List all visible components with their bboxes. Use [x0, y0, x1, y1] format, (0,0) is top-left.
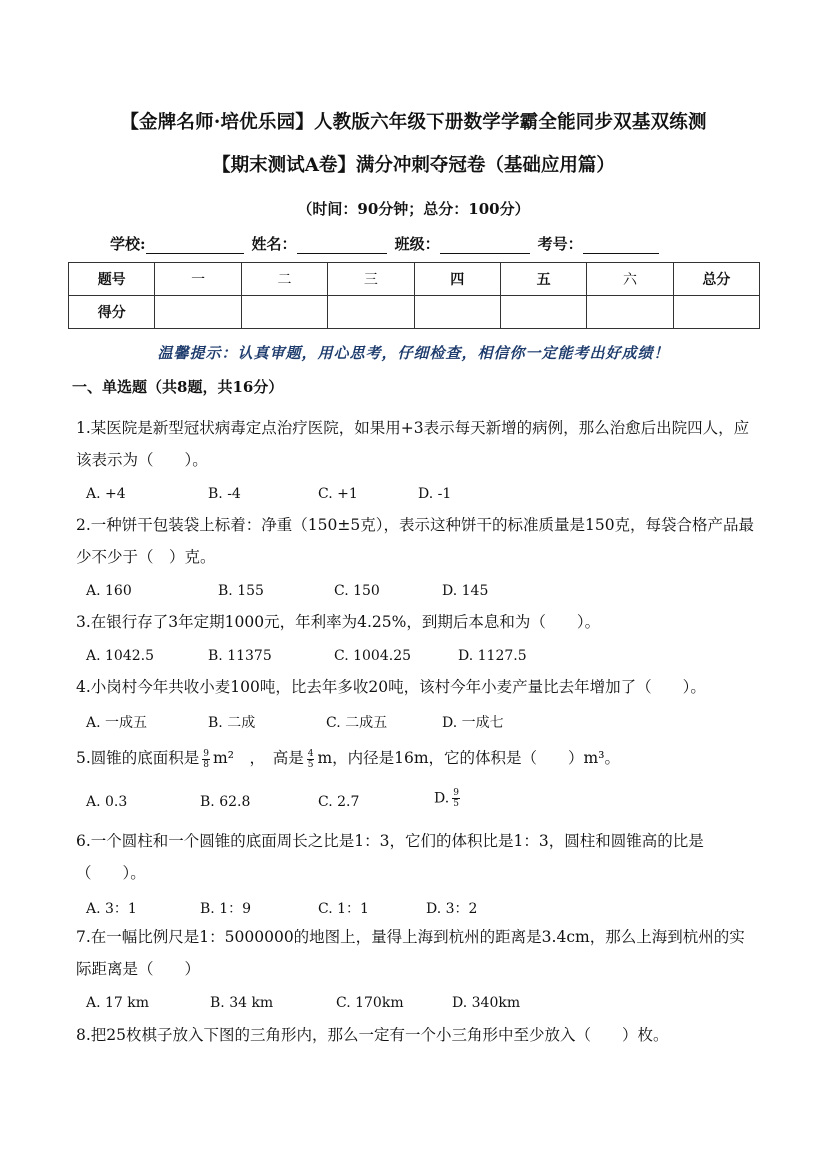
score-table-header-row — [69, 263, 760, 296]
score-cell[interactable] — [500, 296, 586, 329]
table-cell: 六 — [587, 263, 673, 296]
fraction-numerator: 9 — [453, 788, 459, 798]
question-5 — [76, 742, 756, 774]
question-2: 2.一种饼干包装袋上标着：净重（150±5克），表示这种饼干的标准质量是150克，每袋合格产品最少不少于（ ）克。 — [76, 516, 755, 566]
option-d[interactable]: D. 340km — [452, 995, 521, 1011]
score-cell[interactable] — [587, 296, 673, 329]
q5-unit: m² ， 高是 — [213, 749, 304, 767]
fraction-numerator: 9 — [203, 748, 210, 759]
exam-no-blank[interactable] — [583, 237, 659, 254]
option-a[interactable]: A. 17 km — [86, 995, 150, 1011]
q5-prefix: 5.圆锥的底面积是 — [76, 749, 200, 767]
question-8: 8.把25枚棋子放入下图的三角形内，那么一定有一个小三角形中至少放入（ ）枚。 — [76, 1026, 669, 1044]
option-d[interactable]: D. 1127.5 — [458, 648, 527, 664]
time-and-score: （时间：90分钟；总分：100分） — [297, 200, 530, 218]
fraction-numerator: 4 — [307, 748, 314, 759]
school-blank[interactable] — [146, 237, 244, 254]
option-d[interactable]: D. -1 — [418, 486, 452, 502]
option-b[interactable]: B. 二成 — [208, 715, 256, 731]
paper-title: 【金牌名师·培优乐园】人教版六年级下册数学学霸全能同步双基双练测 — [120, 112, 707, 133]
option-b[interactable]: B. 62.8 — [200, 794, 251, 810]
score-table-score-row — [69, 296, 760, 329]
option-d[interactable]: D. 145 — [442, 583, 489, 599]
score-cell[interactable] — [241, 296, 327, 329]
question-7: 7.在一幅比例尺是1：5000000的地图上，量得上海到杭州的距离是3.4cm，那么上海到杭州的实际距离是（ ） — [76, 928, 745, 978]
table-cell: 一 — [155, 263, 241, 296]
score-cell[interactable] — [673, 296, 759, 329]
option-b[interactable]: B. 34 km — [210, 995, 274, 1011]
question-1: 1.某医院是新型冠状病毒定点治疗医院，如果用+3表示每天新增的病例，那么治愈后出院四人，应该表示为（ ）。 — [76, 419, 750, 469]
fraction-denominator: 5 — [453, 799, 459, 809]
option-b[interactable]: B. 1：9 — [200, 901, 252, 917]
question-3: 3.在银行存了3年定期1000元，年利率为4.25%，到期后本息和为（ ）。 — [76, 613, 601, 631]
option-a[interactable]: A. +4 — [86, 486, 126, 502]
option-c[interactable]: C. +1 — [318, 486, 358, 502]
option-a[interactable]: A. 160 — [86, 583, 132, 599]
table-cell: 总分 — [673, 263, 759, 296]
question-6: 6.一个圆柱和一个圆锥的底面周长之比是1：3，它们的体积比是1：3，圆柱和圆锥高的比是（ ）。 — [76, 832, 704, 882]
option-d-label: D. — [434, 790, 450, 807]
class-blank[interactable] — [440, 237, 530, 254]
option-c[interactable]: C. 二成五 — [326, 715, 388, 731]
name-label: 姓名： — [251, 235, 297, 253]
table-cell: 二 — [241, 263, 327, 296]
option-d[interactable]: D. 3：2 — [426, 901, 478, 917]
paper-subtitle: 【期末测试A卷】满分冲刺夺冠卷（基础应用篇） — [212, 155, 615, 176]
option-c[interactable]: C. 1：1 — [318, 901, 369, 917]
option-a[interactable]: A. 一成五 — [86, 715, 148, 731]
fraction — [202, 749, 210, 770]
name-blank[interactable] — [297, 237, 387, 254]
option-a[interactable]: A. 1042.5 — [86, 648, 154, 664]
table-cell: 题号 — [69, 263, 155, 296]
question-4: 4.小岗村今年共收小麦100吨，比去年多收20吨，该村今年小麦产量比去年增加了（ ）。 — [76, 678, 706, 696]
option-c[interactable]: C. 2.7 — [318, 794, 360, 810]
school-label: 学校: — [110, 235, 146, 253]
table-cell: 得分 — [69, 296, 155, 329]
score-cell[interactable] — [328, 296, 414, 329]
option-a[interactable]: A. 3：1 — [86, 901, 137, 917]
option-d[interactable]: D. 一成七 — [442, 715, 504, 731]
option-a[interactable]: A. 0.3 — [86, 794, 128, 810]
class-label: 班级： — [394, 235, 440, 253]
fraction — [307, 749, 315, 770]
score-cell[interactable] — [155, 296, 241, 329]
table-cell: 三 — [328, 263, 414, 296]
fraction-denominator: 8 — [203, 759, 210, 770]
table-cell: 四 — [414, 263, 500, 296]
student-info-line — [110, 233, 710, 254]
table-cell: 五 — [500, 263, 586, 296]
encouragement-tip: 温馨提示：认真审题，用心思考，仔细检查，相信你一定能考出好成绩！ — [157, 344, 670, 362]
option-b[interactable]: B. 155 — [218, 583, 264, 599]
fraction — [452, 788, 460, 809]
section-heading: 一、单选题（共8题，共16分） — [72, 378, 284, 396]
option-d[interactable] — [434, 788, 463, 809]
option-b[interactable]: B. 11375 — [208, 648, 272, 664]
exam-no-label: 考号： — [537, 235, 583, 253]
option-c[interactable]: C. 170km — [336, 995, 404, 1011]
option-c[interactable]: C. 1004.25 — [334, 648, 412, 664]
score-cell[interactable] — [414, 296, 500, 329]
option-b[interactable]: B. -4 — [208, 486, 241, 502]
score-table — [68, 262, 760, 329]
q5-suffix: m，内径是16m，它的体积是（ ）m³。 — [317, 749, 620, 767]
fraction-denominator: 5 — [307, 759, 314, 770]
option-c[interactable]: C. 150 — [334, 583, 380, 599]
